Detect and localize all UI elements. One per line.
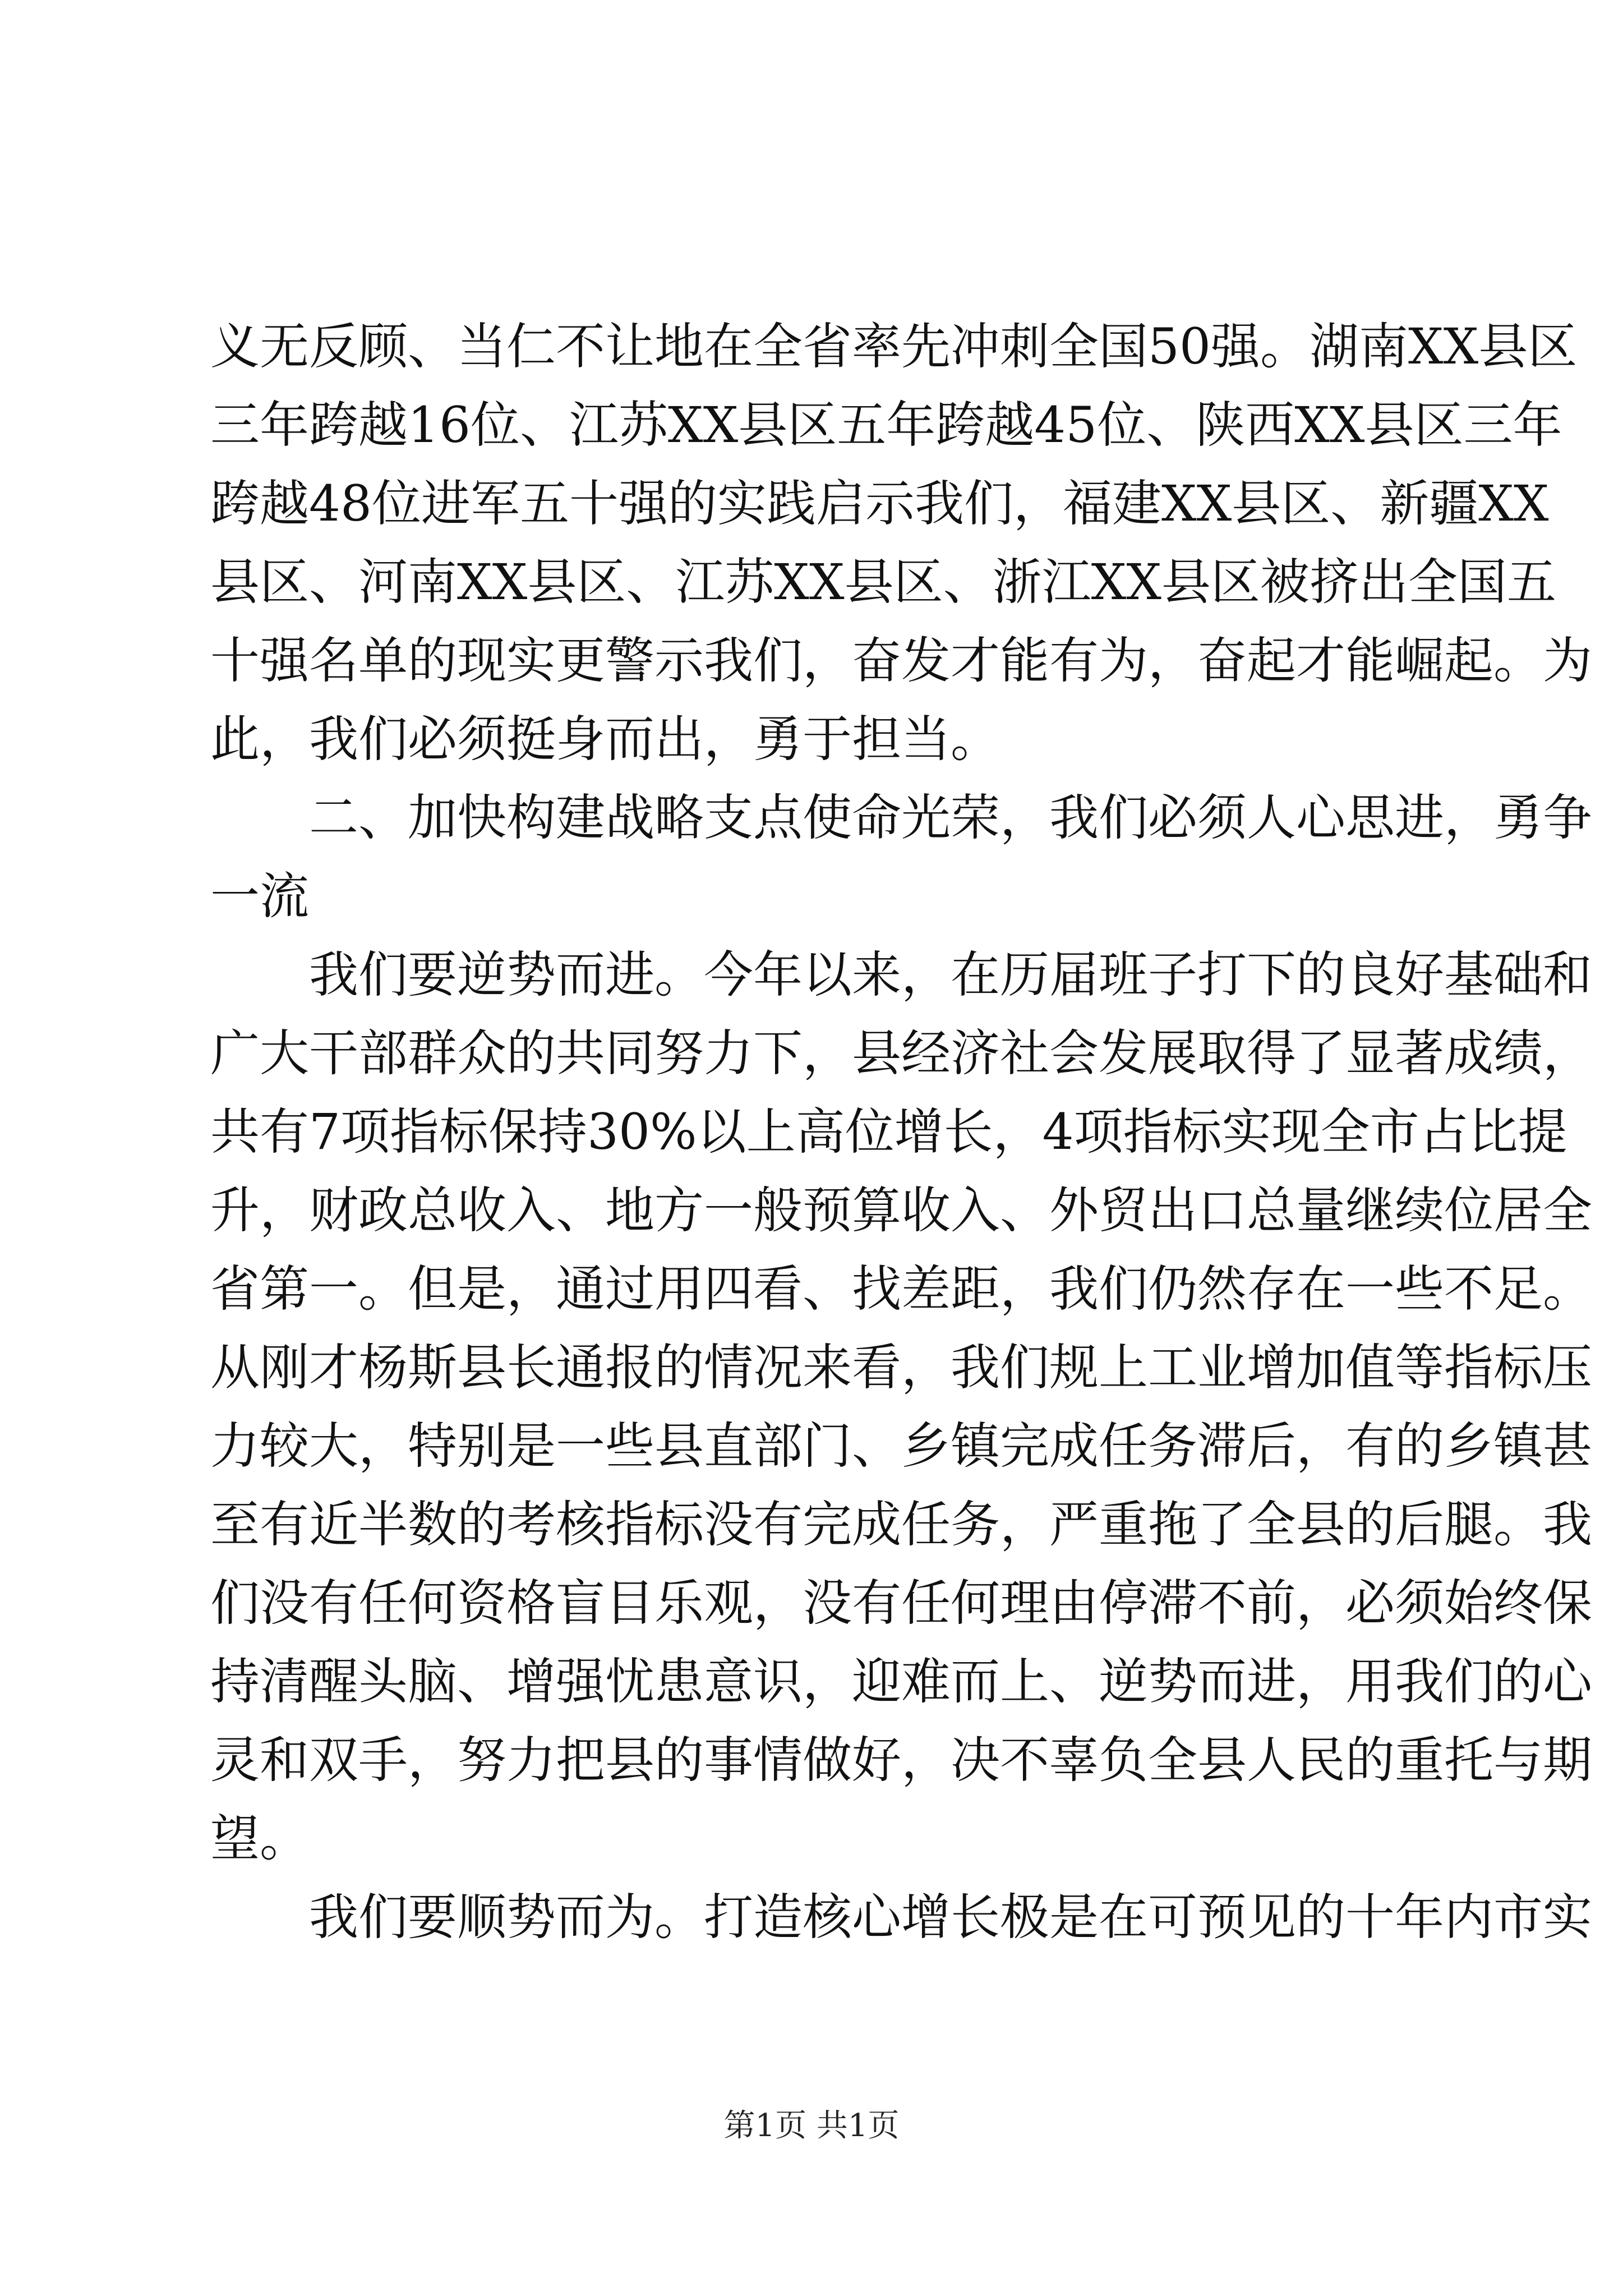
text-line: 县区、河南XX县区、江苏XX县区、浙江XX县区被挤出全国五 [210,553,1556,611]
text-line: 共有7项指标保持30%以上高位增长，4项指标实现全市占比提 [210,1103,1567,1161]
text-line: 从刚才杨斯县长通报的情况来看，我们规上工业增加值等指标压 [210,1338,1593,1396]
text-line: 三年跨越16位、江苏XX县区五年跨越45位、陕西XX县区三年 [210,396,1562,454]
text-line: 升，财政总收入、地方一般预算收入、外贸出口总量继续位居全 [210,1181,1593,1239]
text-line: 跨越48位进军五十强的实践启示我们，福建XX县区、新疆XX [210,475,1549,532]
text-line: 我们要顺势而为。打造核心增长极是在可预见的十年内市实 [309,1888,1593,1946]
heading-line: 一流 [210,867,310,925]
text-line: 力较大，特别是一些县直部门、乡镇完成任务滞后，有的乡镇甚 [210,1417,1593,1475]
text-line: 们没有任何资格盲目乐观，没有任何理由停滞不前，必须始终保 [210,1574,1593,1632]
document-body [210,307,1593,1957]
text-line: 至有近半数的考核指标没有完成任务，严重拖了全县的后腿。我 [210,1496,1593,1553]
page-footer: 第1页 共1页 [723,2108,900,2144]
paragraph-1 [210,307,1593,779]
text-line: 省第一。但是，通过用四看、找差距，我们仍然存在一些不足。 [210,1260,1593,1318]
text-line: 持清醒头脑、增强忧患意识，迎难而上、逆势而进，用我们的心 [210,1653,1593,1710]
heading-line: 二、加快构建战略支点使命光荣，我们必须人心思进，勇争 [309,789,1593,846]
text-line: 广大干部群众的共同努力下，县经济社会发展取得了显著成绩， [210,1024,1593,1082]
paragraph-4 [210,1878,1593,1957]
text-line: 望。 [210,1810,310,1867]
text-line: 我们要逆势而进。今年以来，在历届班子打下的良好基础和 [309,946,1593,1004]
text-line: 义无反顾、当仁不让地在全省率先冲刺全国50强。湖南XX县区 [210,318,1578,375]
text-line: 灵和双手，努力把县的事情做好，决不辜负全县人民的重托与期 [210,1731,1593,1789]
section-heading [210,779,1593,936]
text-line: 此，我们必须挺身而出，勇于担当。 [210,710,1000,768]
paragraph-3 [210,936,1593,1878]
text-line: 十强名单的现实更警示我们，奋发才能有为，奋起才能崛起。为 [210,632,1593,689]
